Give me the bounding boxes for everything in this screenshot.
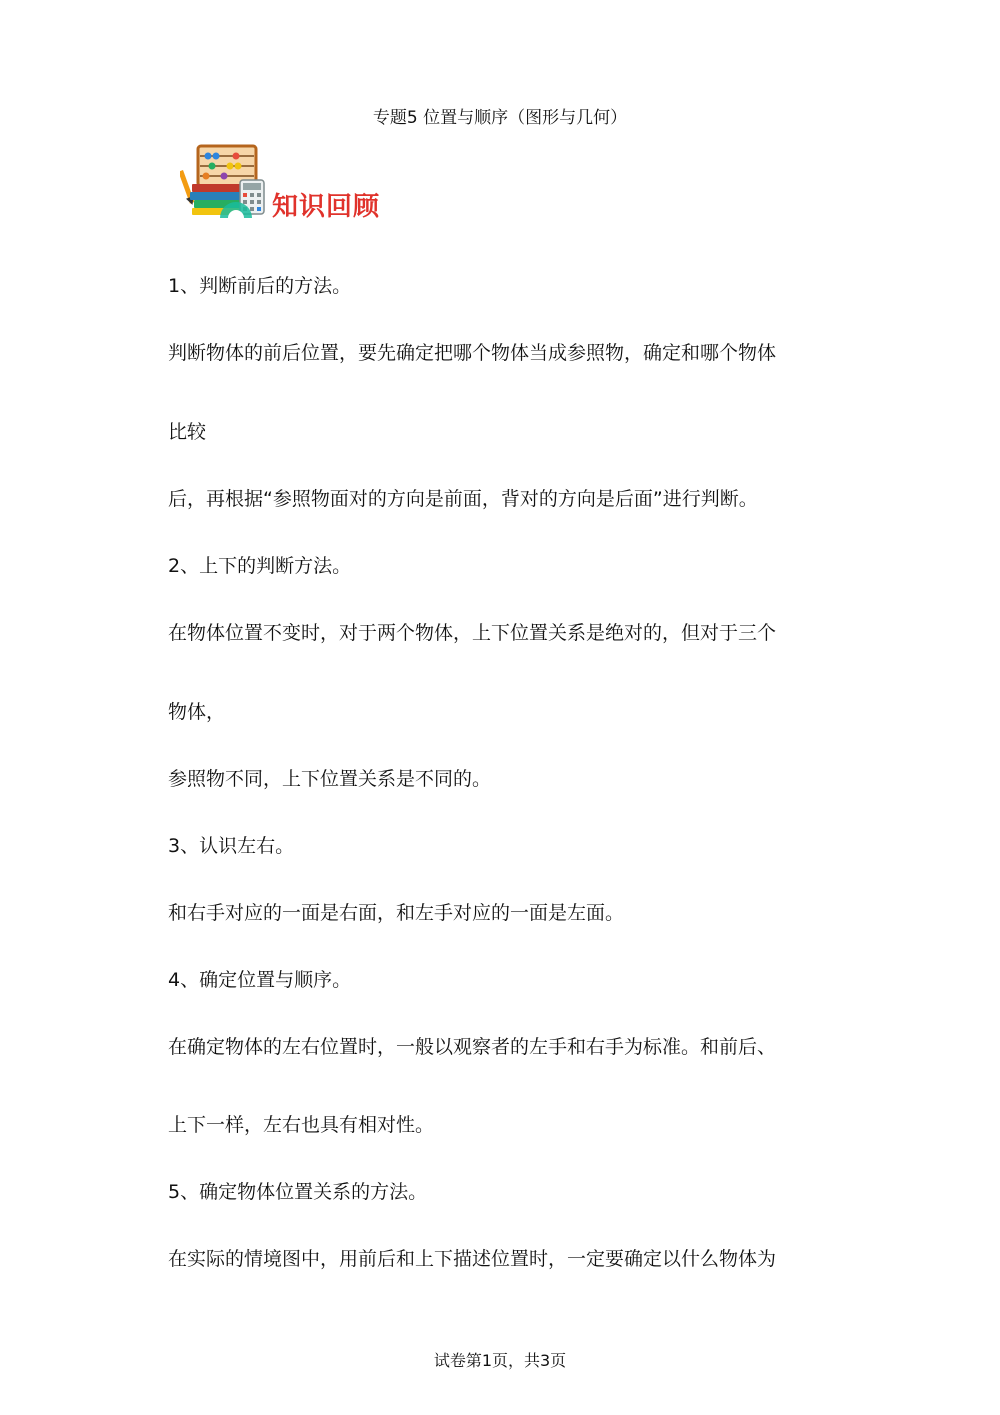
knowledge-review-banner: [180, 140, 390, 228]
body-text-line: 上下一样，左右也具有相对性。: [168, 1114, 435, 1136]
math-tools-illustration-icon: [180, 140, 272, 220]
body-text-line: 物体，: [168, 701, 226, 723]
body-text-line: 参照物不同，上下位置关系是不同的。: [168, 768, 492, 790]
page-footer: 试卷第1页，共3页: [433, 1351, 567, 1370]
body-text-line: 在物体位置不变时，对于两个物体，上下位置关系是绝对的，但对于三个: [168, 622, 777, 644]
body-text-line: 比较: [168, 421, 207, 443]
banner-label: 知识回顾: [272, 192, 381, 222]
section-heading: 3、认识左右。: [168, 835, 295, 857]
section-heading: 2、上下的判断方法。: [168, 555, 352, 577]
section-heading: 5、确定物体位置关系的方法。: [168, 1181, 428, 1203]
page-title: 专题5 位置与顺序（图形与几何）: [372, 108, 628, 128]
body-text-line: 和右手对应的一面是右面，和左手对应的一面是左面。: [168, 902, 625, 924]
body-text-line: 在实际的情境图中，用前后和上下描述位置时，一定要确定以什么物体为: [168, 1248, 777, 1270]
section-heading: 4、确定位置与顺序。: [168, 969, 352, 991]
body-text-line: 后，再根据“参照物面对的方向是前面，背对的方向是后面”进行判断。: [168, 488, 758, 510]
section-heading: 1、判断前后的方法。: [168, 275, 352, 297]
body-text-line: 在确定物体的左右位置时，一般以观察者的左手和右手为标准。和前后、: [168, 1036, 777, 1058]
body-text-line: 判断物体的前后位置，要先确定把哪个物体当成参照物，确定和哪个物体: [168, 342, 777, 364]
